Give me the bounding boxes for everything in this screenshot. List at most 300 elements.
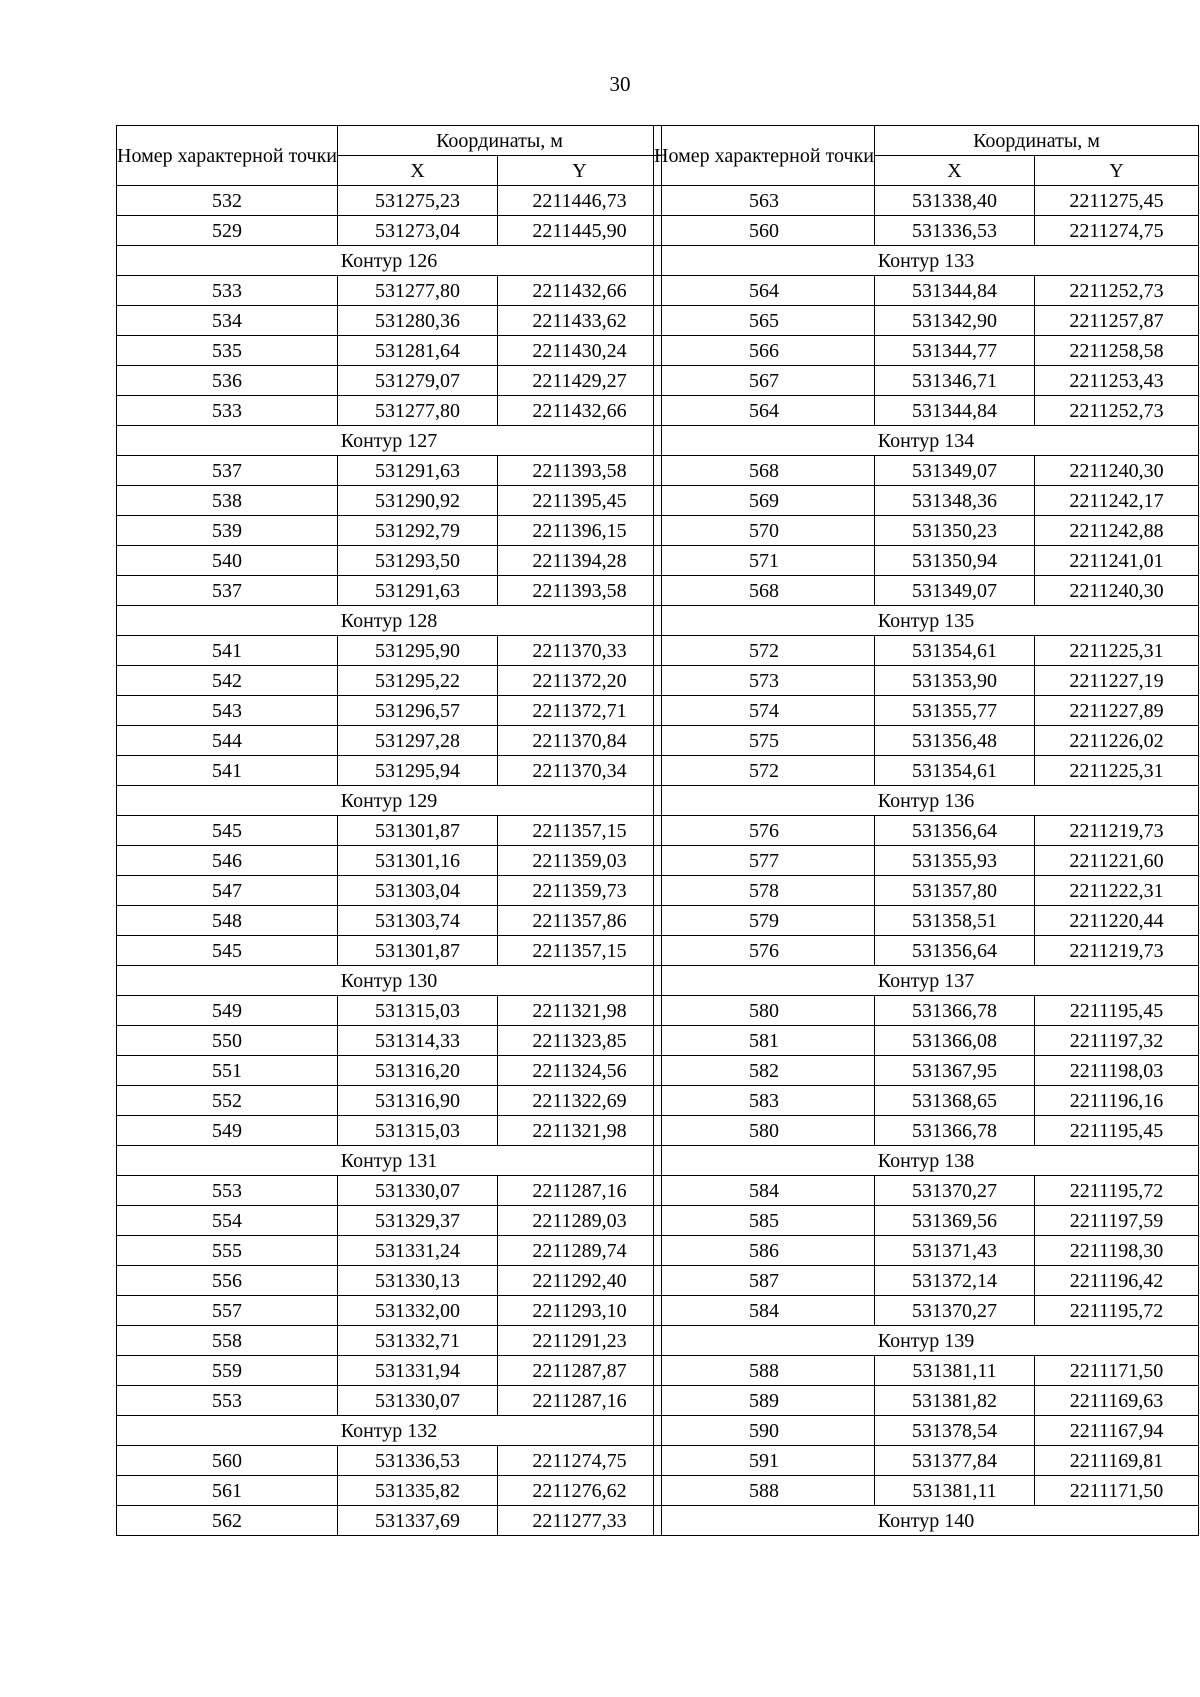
x-coordinate-cell: 531301,16: [338, 846, 498, 876]
contour-row: [654, 1326, 1199, 1356]
y-coordinate-cell: 2211446,73: [498, 186, 662, 216]
table-row: [654, 756, 1199, 786]
x-coordinate-cell: 531350,94: [875, 546, 1035, 576]
x-coordinate-cell: 531346,71: [875, 366, 1035, 396]
x-coordinate-cell: 531357,80: [875, 876, 1035, 906]
table-row: [117, 1326, 662, 1356]
contour-row: [117, 606, 662, 636]
x-coordinate-cell: 531349,07: [875, 456, 1035, 486]
point-number-cell: 590: [654, 1416, 875, 1446]
table-row: [117, 276, 662, 306]
contour-row: [654, 786, 1199, 816]
y-coordinate-cell: 2211196,42: [1035, 1266, 1199, 1296]
y-coordinate-cell: 2211197,32: [1035, 1026, 1199, 1056]
table-row: [654, 1206, 1199, 1236]
table-row: [117, 486, 662, 516]
y-coordinate-cell: 2211432,66: [498, 276, 662, 306]
point-number-cell: 561: [117, 1476, 338, 1506]
x-coordinate-cell: 531331,94: [338, 1356, 498, 1386]
point-number-cell: 538: [117, 486, 338, 516]
table-row: [117, 336, 662, 366]
point-number-cell: 540: [117, 546, 338, 576]
table-row: [654, 1386, 1199, 1416]
y-coordinate-cell: 2211370,34: [498, 756, 662, 786]
y-coordinate-cell: 2211258,58: [1035, 336, 1199, 366]
x-coordinate-cell: 531355,77: [875, 696, 1035, 726]
y-coordinate-cell: 2211274,75: [498, 1446, 662, 1476]
x-coordinate-cell: 531366,08: [875, 1026, 1035, 1056]
table-row: [654, 1116, 1199, 1146]
x-coordinate-cell: 531356,64: [875, 816, 1035, 846]
table-row: [654, 726, 1199, 756]
contour-label: Контур 136: [654, 786, 1199, 816]
point-number-cell: 580: [654, 1116, 875, 1146]
point-number-cell: 573: [654, 666, 875, 696]
y-coordinate-cell: 2211222,31: [1035, 876, 1199, 906]
y-coordinate-cell: 2211396,15: [498, 516, 662, 546]
table-row: [654, 1296, 1199, 1326]
table-row: [117, 186, 662, 216]
point-number-cell: 580: [654, 996, 875, 1026]
table-row: [117, 1386, 662, 1416]
point-number-cell: 544: [117, 726, 338, 756]
contour-row: [117, 426, 662, 456]
x-header: X: [875, 156, 1035, 186]
x-coordinate-cell: 531366,78: [875, 1116, 1035, 1146]
table-row: [654, 1266, 1199, 1296]
table-row: [117, 1266, 662, 1296]
x-coordinate-cell: 531354,61: [875, 756, 1035, 786]
y-coordinate-cell: 2211359,03: [498, 846, 662, 876]
y-coordinate-cell: 2211227,89: [1035, 696, 1199, 726]
table-row: [117, 906, 662, 936]
y-coordinate-cell: 2211445,90: [498, 216, 662, 246]
y-coordinate-cell: 2211252,73: [1035, 396, 1199, 426]
x-coordinate-cell: 531301,87: [338, 936, 498, 966]
coordinates-header: Координаты, м: [338, 126, 662, 156]
y-coordinate-cell: 2211433,62: [498, 306, 662, 336]
x-coordinate-cell: 531290,92: [338, 486, 498, 516]
table-row: [654, 1446, 1199, 1476]
table-row: [654, 846, 1199, 876]
y-coordinate-cell: 2211372,71: [498, 696, 662, 726]
contour-label: Контур 135: [654, 606, 1199, 636]
y-coordinate-cell: 2211429,27: [498, 366, 662, 396]
table-row: [654, 456, 1199, 486]
point-number-cell: 570: [654, 516, 875, 546]
y-coordinate-cell: 2211198,03: [1035, 1056, 1199, 1086]
table-body-left: [117, 186, 662, 1536]
x-coordinate-cell: 531301,87: [338, 816, 498, 846]
point-number-cell: 574: [654, 696, 875, 726]
y-coordinate-cell: 2211274,75: [1035, 216, 1199, 246]
point-number-cell: 537: [117, 456, 338, 486]
table-row: [654, 336, 1199, 366]
x-coordinate-cell: 531315,03: [338, 1116, 498, 1146]
x-coordinate-cell: 531338,40: [875, 186, 1035, 216]
contour-row: [654, 426, 1199, 456]
y-coordinate-cell: 2211167,94: [1035, 1416, 1199, 1446]
point-number-cell: 546: [117, 846, 338, 876]
contour-label: Контур 127: [117, 426, 662, 456]
point-number-cell: 556: [117, 1266, 338, 1296]
point-number-cell: 568: [654, 456, 875, 486]
point-number-header: Номер характерной точки: [117, 126, 338, 186]
x-coordinate-cell: 531273,04: [338, 216, 498, 246]
point-number-cell: 566: [654, 336, 875, 366]
point-number-cell: 581: [654, 1026, 875, 1056]
contour-label: Контур 126: [117, 246, 662, 276]
x-coordinate-cell: 531291,63: [338, 576, 498, 606]
table-row: [654, 276, 1199, 306]
y-coordinate-cell: 2211275,45: [1035, 186, 1199, 216]
table-row: [117, 1236, 662, 1266]
x-coordinate-cell: 531370,27: [875, 1176, 1035, 1206]
contour-row: [654, 966, 1199, 996]
point-number-cell: 568: [654, 576, 875, 606]
x-coordinate-cell: 531315,03: [338, 996, 498, 1026]
point-number-cell: 552: [117, 1086, 338, 1116]
y-coordinate-cell: 2211219,73: [1035, 816, 1199, 846]
contour-row: [654, 606, 1199, 636]
x-coordinate-cell: 531277,80: [338, 396, 498, 426]
table-row: [117, 396, 662, 426]
point-number-cell: 532: [117, 186, 338, 216]
table-row: [117, 996, 662, 1026]
y-coordinate-cell: 2211393,58: [498, 456, 662, 486]
point-number-cell: 541: [117, 756, 338, 786]
y-coordinate-cell: 2211395,45: [498, 486, 662, 516]
x-coordinate-cell: 531275,23: [338, 186, 498, 216]
contour-label: Контур 128: [117, 606, 662, 636]
table-row: [117, 1176, 662, 1206]
table-row: [654, 1086, 1199, 1116]
point-number-cell: 550: [117, 1026, 338, 1056]
y-coordinate-cell: 2211253,43: [1035, 366, 1199, 396]
x-coordinate-cell: 531281,64: [338, 336, 498, 366]
y-coordinate-cell: 2211195,72: [1035, 1176, 1199, 1206]
table-row: [654, 486, 1199, 516]
x-coordinate-cell: 531332,71: [338, 1326, 498, 1356]
x-coordinate-cell: 531331,24: [338, 1236, 498, 1266]
y-coordinate-cell: 2211240,30: [1035, 576, 1199, 606]
point-number-cell: 584: [654, 1296, 875, 1326]
table-row: [117, 1476, 662, 1506]
contour-label: Контур 131: [117, 1146, 662, 1176]
table-body-right: [654, 186, 1199, 1536]
y-coordinate-cell: 2211293,10: [498, 1296, 662, 1326]
contour-row: [117, 786, 662, 816]
table-row: [117, 636, 662, 666]
contour-row: [117, 1416, 662, 1446]
x-coordinate-cell: 531292,79: [338, 516, 498, 546]
point-number-cell: 559: [117, 1356, 338, 1386]
point-number-cell: 571: [654, 546, 875, 576]
y-coordinate-cell: 2211322,69: [498, 1086, 662, 1116]
y-coordinate-cell: 2211227,19: [1035, 666, 1199, 696]
table-row: [117, 1296, 662, 1326]
x-coordinate-cell: 531356,48: [875, 726, 1035, 756]
x-coordinate-cell: 531295,94: [338, 756, 498, 786]
contour-label: Контур 133: [654, 246, 1199, 276]
contour-label: Контур 129: [117, 786, 662, 816]
table-row: [654, 1236, 1199, 1266]
x-coordinate-cell: 531291,63: [338, 456, 498, 486]
table-row: [654, 216, 1199, 246]
point-number-cell: 588: [654, 1356, 875, 1386]
x-coordinate-cell: 531369,56: [875, 1206, 1035, 1236]
x-coordinate-cell: 531335,82: [338, 1476, 498, 1506]
point-number-cell: 542: [117, 666, 338, 696]
table-row: [117, 456, 662, 486]
table-row: [654, 696, 1199, 726]
x-coordinate-cell: 531336,53: [338, 1446, 498, 1476]
point-number-cell: 534: [117, 306, 338, 336]
y-coordinate-cell: 2211195,45: [1035, 1116, 1199, 1146]
table-row: [117, 876, 662, 906]
point-number-cell: 541: [117, 636, 338, 666]
x-coordinate-cell: 531336,53: [875, 216, 1035, 246]
point-number-cell: 588: [654, 1476, 875, 1506]
y-coordinate-cell: 2211169,81: [1035, 1446, 1199, 1476]
point-number-cell: 575: [654, 726, 875, 756]
x-coordinate-cell: 531358,51: [875, 906, 1035, 936]
point-number-cell: 579: [654, 906, 875, 936]
table-row: [654, 186, 1199, 216]
point-number-cell: 545: [117, 936, 338, 966]
table-row: [654, 666, 1199, 696]
y-coordinate-cell: 2211195,45: [1035, 996, 1199, 1026]
point-number-cell: 569: [654, 486, 875, 516]
point-number-cell: 557: [117, 1296, 338, 1326]
y-coordinate-cell: 2211291,23: [498, 1326, 662, 1356]
table-row: [117, 1086, 662, 1116]
x-coordinate-cell: 531330,07: [338, 1386, 498, 1416]
x-coordinate-cell: 531344,77: [875, 336, 1035, 366]
contour-row: [117, 1146, 662, 1176]
x-coordinate-cell: 531371,43: [875, 1236, 1035, 1266]
coordinates-header: Координаты, м: [875, 126, 1199, 156]
y-coordinate-cell: 2211287,16: [498, 1386, 662, 1416]
point-number-cell: 591: [654, 1446, 875, 1476]
y-coordinate-cell: 2211196,16: [1035, 1086, 1199, 1116]
table-row: [654, 546, 1199, 576]
x-coordinate-cell: 531277,80: [338, 276, 498, 306]
x-coordinate-cell: 531330,13: [338, 1266, 498, 1296]
y-coordinate-cell: 2211226,02: [1035, 726, 1199, 756]
y-coordinate-cell: 2211195,72: [1035, 1296, 1199, 1326]
x-coordinate-cell: 531348,36: [875, 486, 1035, 516]
table-row: [117, 516, 662, 546]
point-number-header: Номер характерной точки: [654, 126, 875, 186]
y-coordinate-cell: 2211241,01: [1035, 546, 1199, 576]
x-coordinate-cell: 531353,90: [875, 666, 1035, 696]
table-row: [117, 936, 662, 966]
contour-label: Контур 134: [654, 426, 1199, 456]
page-number: 30: [609, 72, 631, 96]
point-number-cell: 558: [117, 1326, 338, 1356]
table-row: [654, 576, 1199, 606]
y-coordinate-cell: 2211257,87: [1035, 306, 1199, 336]
y-coordinate-cell: 2211252,73: [1035, 276, 1199, 306]
x-coordinate-cell: 531381,82: [875, 1386, 1035, 1416]
point-number-cell: 545: [117, 816, 338, 846]
y-coordinate-cell: 2211321,98: [498, 996, 662, 1026]
y-coordinate-cell: 2211372,20: [498, 666, 662, 696]
table-row: [654, 396, 1199, 426]
point-number-cell: 560: [117, 1446, 338, 1476]
y-header: Y: [1035, 156, 1199, 186]
point-number-cell: 562: [117, 1506, 338, 1536]
table-row: [117, 1446, 662, 1476]
y-coordinate-cell: 2211370,84: [498, 726, 662, 756]
y-coordinate-cell: 2211323,85: [498, 1026, 662, 1056]
table-row: [117, 726, 662, 756]
point-number-cell: 535: [117, 336, 338, 366]
y-coordinate-cell: 2211219,73: [1035, 936, 1199, 966]
table-row: [117, 1206, 662, 1236]
point-number-cell: 584: [654, 1176, 875, 1206]
y-coordinate-cell: 2211357,15: [498, 816, 662, 846]
x-coordinate-cell: 531355,93: [875, 846, 1035, 876]
table-row: [117, 846, 662, 876]
contour-label: Контур 130: [117, 966, 662, 996]
y-coordinate-cell: 2211287,87: [498, 1356, 662, 1386]
x-coordinate-cell: 531381,11: [875, 1356, 1035, 1386]
x-coordinate-cell: 531372,14: [875, 1266, 1035, 1296]
x-coordinate-cell: 531303,04: [338, 876, 498, 906]
y-coordinate-cell: 2211393,58: [498, 576, 662, 606]
x-coordinate-cell: 531332,00: [338, 1296, 498, 1326]
y-coordinate-cell: 2211240,30: [1035, 456, 1199, 486]
y-coordinate-cell: 2211324,56: [498, 1056, 662, 1086]
table-row: [117, 546, 662, 576]
y-coordinate-cell: 2211171,50: [1035, 1476, 1199, 1506]
contour-row: [117, 966, 662, 996]
x-coordinate-cell: 531314,33: [338, 1026, 498, 1056]
contour-label: Контур 139: [654, 1326, 1199, 1356]
point-number-cell: 560: [654, 216, 875, 246]
coordinates-table-right: [653, 125, 1199, 1536]
y-coordinate-cell: 2211242,88: [1035, 516, 1199, 546]
point-number-cell: 586: [654, 1236, 875, 1266]
table-row: [654, 306, 1199, 336]
table-row: [117, 816, 662, 846]
x-coordinate-cell: 531295,90: [338, 636, 498, 666]
table-row: [117, 696, 662, 726]
y-coordinate-cell: 2211242,17: [1035, 486, 1199, 516]
table-row: [654, 906, 1199, 936]
y-coordinate-cell: 2211197,59: [1035, 1206, 1199, 1236]
table-row: [117, 666, 662, 696]
table-row: [654, 876, 1199, 906]
y-coordinate-cell: 2211289,03: [498, 1206, 662, 1236]
y-coordinate-cell: 2211370,33: [498, 636, 662, 666]
x-coordinate-cell: 531366,78: [875, 996, 1035, 1026]
y-header: Y: [498, 156, 662, 186]
table-row: [654, 1476, 1199, 1506]
x-coordinate-cell: 531329,37: [338, 1206, 498, 1236]
point-number-cell: 539: [117, 516, 338, 546]
point-number-cell: 549: [117, 996, 338, 1026]
point-number-cell: 585: [654, 1206, 875, 1236]
table-row: [117, 216, 662, 246]
point-number-cell: 587: [654, 1266, 875, 1296]
point-number-cell: 553: [117, 1386, 338, 1416]
table-row: [117, 756, 662, 786]
point-number-cell: 576: [654, 936, 875, 966]
table-row: [654, 936, 1199, 966]
point-number-cell: 583: [654, 1086, 875, 1116]
point-number-cell: 577: [654, 846, 875, 876]
contour-label: Контур 138: [654, 1146, 1199, 1176]
contour-label: Контур 132: [117, 1416, 662, 1446]
coordinates-table-left: [116, 125, 662, 1536]
point-number-cell: 537: [117, 576, 338, 606]
x-coordinate-cell: 531316,90: [338, 1086, 498, 1116]
table-row: [654, 636, 1199, 666]
y-coordinate-cell: 2211357,15: [498, 936, 662, 966]
y-coordinate-cell: 2211221,60: [1035, 846, 1199, 876]
point-number-cell: 554: [117, 1206, 338, 1236]
point-number-cell: 543: [117, 696, 338, 726]
table-row: [117, 306, 662, 336]
y-coordinate-cell: 2211292,40: [498, 1266, 662, 1296]
point-number-cell: 555: [117, 1236, 338, 1266]
x-coordinate-cell: 531297,28: [338, 726, 498, 756]
point-number-cell: 536: [117, 366, 338, 396]
y-coordinate-cell: 2211321,98: [498, 1116, 662, 1146]
x-coordinate-cell: 531344,84: [875, 276, 1035, 306]
table-row: [117, 1356, 662, 1386]
x-coordinate-cell: 531350,23: [875, 516, 1035, 546]
point-number-cell: 564: [654, 276, 875, 306]
x-coordinate-cell: 531377,84: [875, 1446, 1035, 1476]
table-row: [654, 366, 1199, 396]
contour-label: Контур 140: [654, 1506, 1199, 1536]
table-row: [117, 576, 662, 606]
point-number-cell: 572: [654, 636, 875, 666]
point-number-cell: 572: [654, 756, 875, 786]
x-coordinate-cell: 531344,84: [875, 396, 1035, 426]
y-coordinate-cell: 2211359,73: [498, 876, 662, 906]
y-coordinate-cell: 2211430,24: [498, 336, 662, 366]
point-number-cell: 551: [117, 1056, 338, 1086]
y-coordinate-cell: 2211225,31: [1035, 756, 1199, 786]
point-number-cell: 565: [654, 306, 875, 336]
table-row: [654, 1356, 1199, 1386]
y-coordinate-cell: 2211225,31: [1035, 636, 1199, 666]
table-row: [654, 996, 1199, 1026]
x-coordinate-cell: 531368,65: [875, 1086, 1035, 1116]
x-coordinate-cell: 531349,07: [875, 576, 1035, 606]
point-number-cell: 533: [117, 396, 338, 426]
y-coordinate-cell: 2211277,33: [498, 1506, 662, 1536]
contour-row: [654, 246, 1199, 276]
contour-row: [117, 246, 662, 276]
x-coordinate-cell: 531296,57: [338, 696, 498, 726]
table-row: [654, 1176, 1199, 1206]
point-number-cell: 563: [654, 186, 875, 216]
point-number-cell: 533: [117, 276, 338, 306]
x-coordinate-cell: 531367,95: [875, 1056, 1035, 1086]
y-coordinate-cell: 2211394,28: [498, 546, 662, 576]
point-number-cell: 582: [654, 1056, 875, 1086]
contour-row: [654, 1506, 1199, 1536]
table-row: [654, 1056, 1199, 1086]
x-coordinate-cell: 531279,07: [338, 366, 498, 396]
table-row: [117, 1506, 662, 1536]
